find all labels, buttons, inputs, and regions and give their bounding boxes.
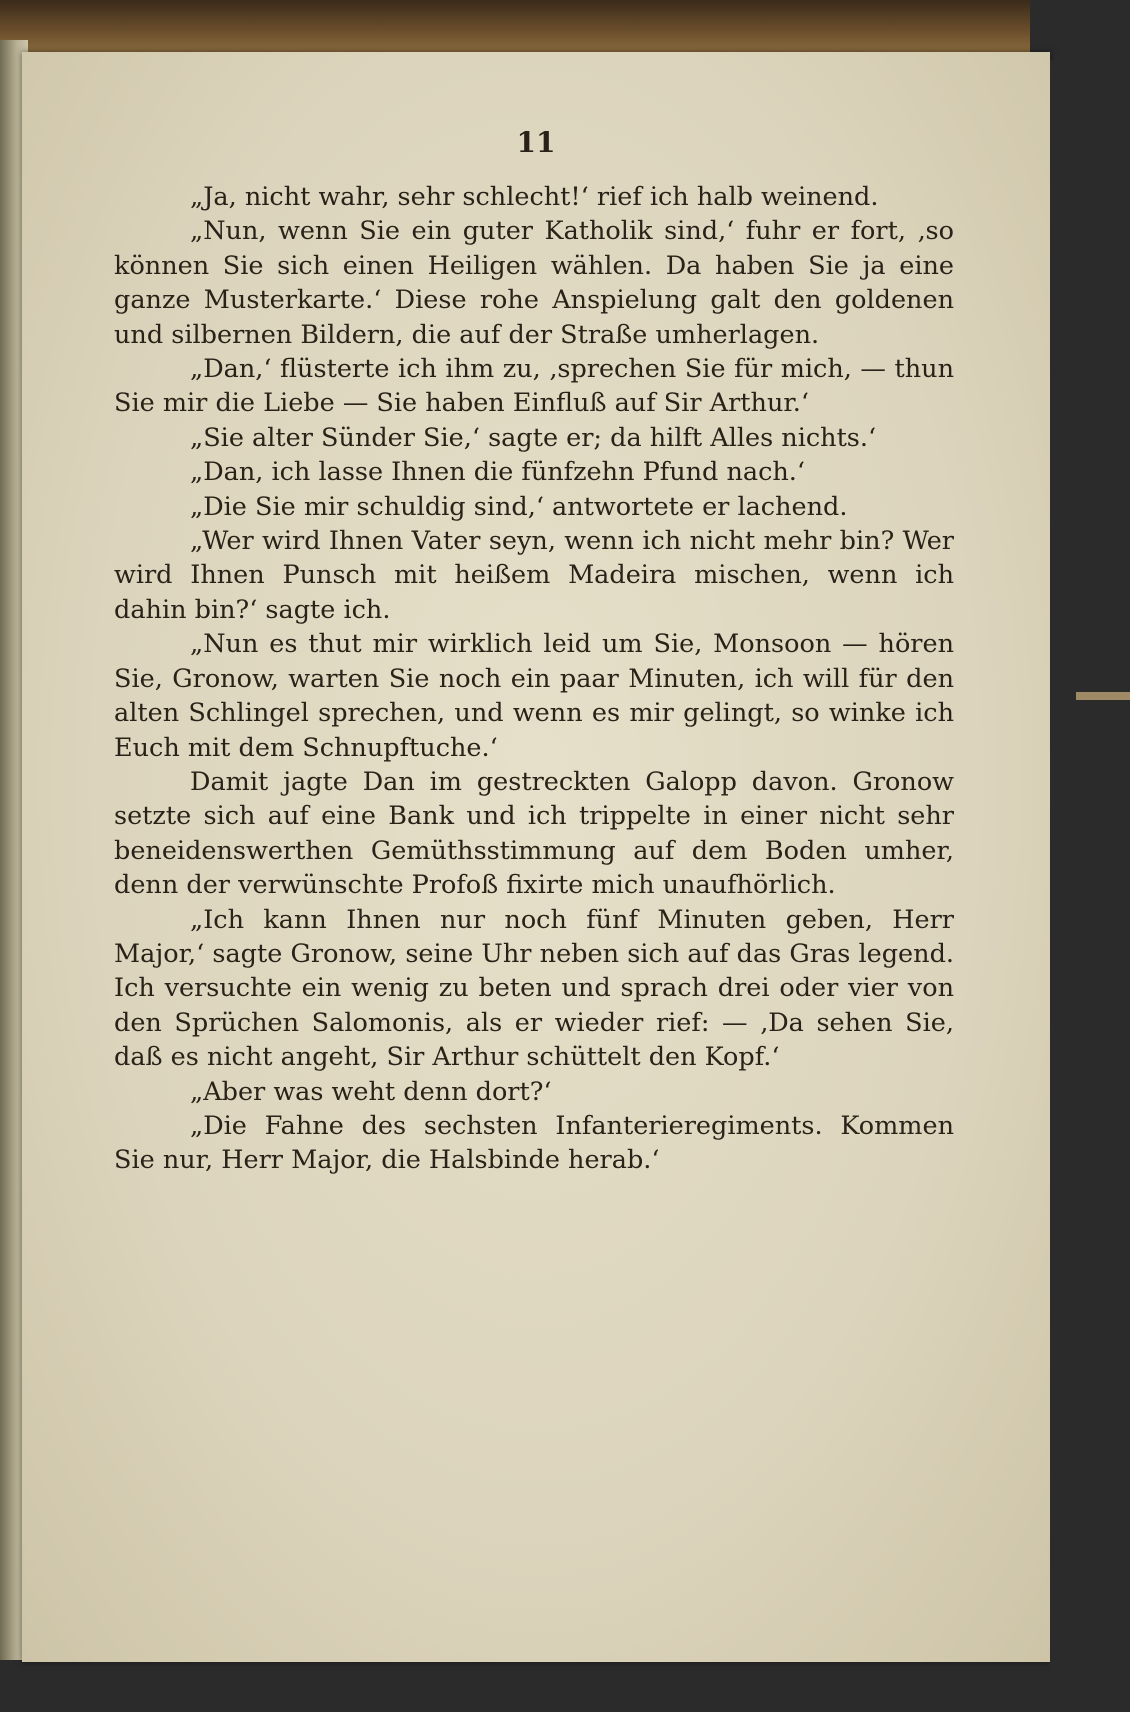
page-number: 11 bbox=[516, 126, 556, 159]
paragraph: „Aber was weht denn dort?‘ bbox=[190, 1076, 552, 1107]
paragraph: Damit jagte Dan im gestreckten Galopp davon. Gronow setzte sich auf eine Bank und ich trippelte in einer nicht sehr beneidenswerthen Gemüthsstimmung auf dem Boden umher, denn der verwünschte Profoß fixirte mich unaufhörlich. bbox=[114, 766, 954, 901]
paragraph: „Die Sie mir schuldig sind,‘ antwortete er lachend. bbox=[190, 491, 848, 522]
paragraph: „Nun es thut mir wirklich leid um Sie, Monsoon — hören Sie, Gronow, warten Sie noch ein paar Minuten, ich will für den alten Schlingel sprechen, und wenn es mir gelingt, so winke ich Euch mit dem Schnupftuche.‘ bbox=[114, 629, 954, 763]
paragraph: „Nun, wenn Sie ein guter Katholik sind,‘ fuhr er fort, ‚so können Sie sich einen Heiligen wählen. Da haben Sie ja eine ganze Musterkarte.‘ Diese rohe Anspielung galt den goldenen und silbernen Bildern, die auf der Straße umherlagen. bbox=[114, 216, 954, 350]
paragraph: „Wer wird Ihnen Vater seyn, wenn ich nicht mehr bin? Wer wird Ihnen Punsch mit heißem Madeira mischen, wenn ich dahin bin?‘ sagte ich. bbox=[114, 526, 954, 625]
bookmark-tab bbox=[1076, 692, 1130, 700]
paragraph: „Ich kann Ihnen nur noch fünf Minuten geben, Herr Major,‘ sagte Gronow, seine Uhr neben sich auf das Gras legend. Ich versuchte ein wenig zu beten und sprach drei oder vier von den Sprüchen Salomonis, als er wieder rief: — ‚Da sehen Sie, daß es nicht angeht, Sir Arthur schüttelt den Kopf.‘ bbox=[114, 904, 954, 1073]
paragraph: „Ja, nicht wahr, sehr schlecht!‘ rief ich halb weinend. bbox=[190, 182, 879, 212]
background-edge bbox=[1050, 60, 1130, 1712]
paragraph: „Dan,‘ flüsterte ich ihm zu, ‚sprechen Sie für mich, — thun Sie mir die Liebe — Sie haben Einfluß auf Sir Arthur.‘ bbox=[114, 354, 954, 419]
paragraph: „Dan, ich lasse Ihnen die fünfzehn Pfund nach.‘ bbox=[190, 457, 806, 488]
book-page bbox=[22, 52, 1050, 1662]
paragraph: „Die Fahne des sechsten Infanterieregiments. Kommen Sie nur, Herr Major, die Halsbinde herab.‘ bbox=[114, 1110, 954, 1176]
book-edge-top bbox=[0, 0, 1030, 52]
page-body bbox=[114, 180, 954, 1178]
paragraph: „Sie alter Sünder Sie,‘ sagte er; da hilft Alles nichts.‘ bbox=[190, 422, 877, 453]
